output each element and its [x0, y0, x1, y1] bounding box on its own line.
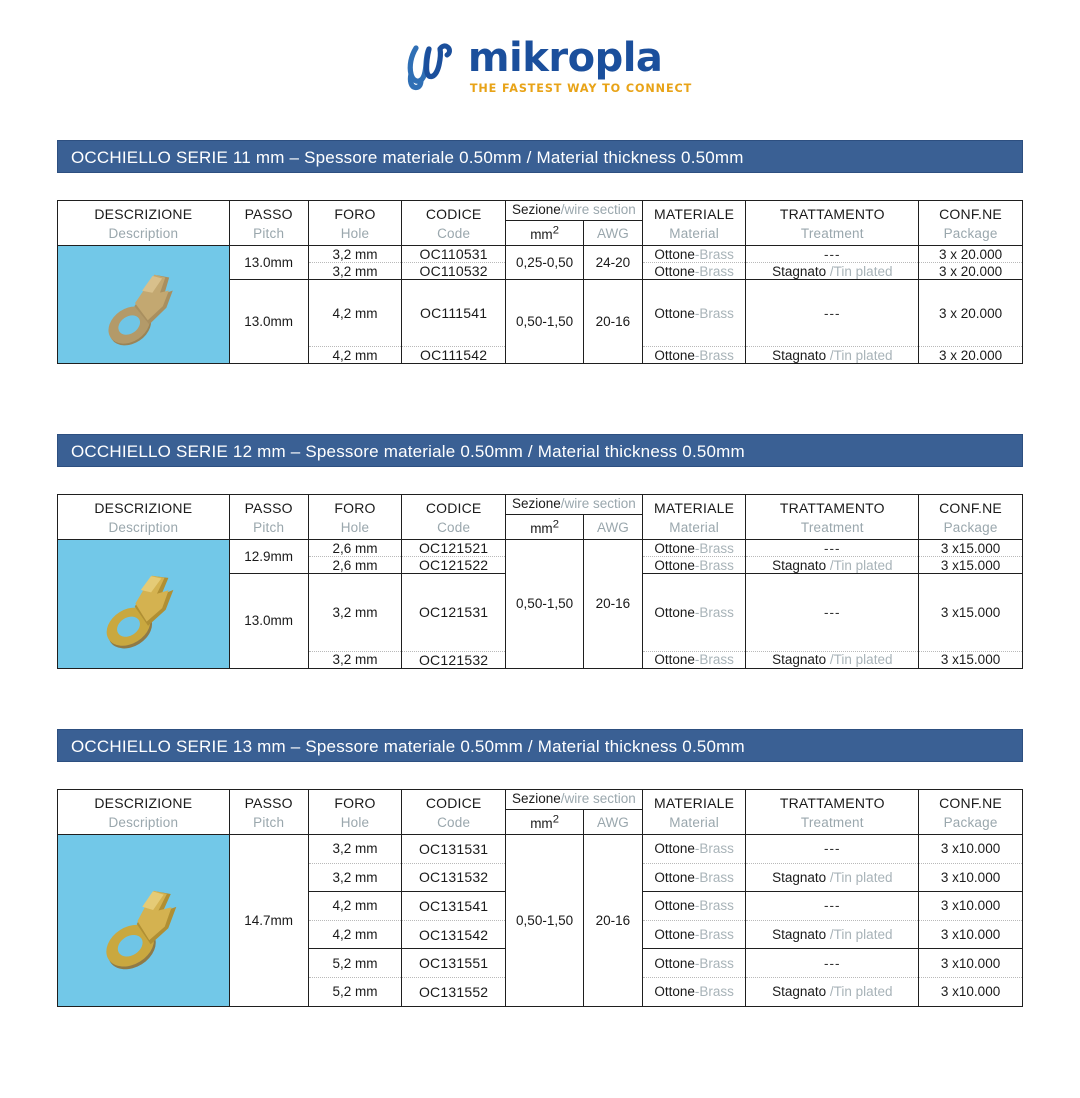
cell-sezione-mm2: 0,25-0,50 — [506, 246, 584, 280]
cell-materiale: Ottone-Brass — [642, 892, 746, 921]
cell-codice: OC110532 — [402, 263, 506, 280]
cell-materiale: Ottone-Brass — [642, 540, 746, 557]
cell-trattamento: --- — [746, 949, 919, 978]
section-title-serie-12: OCCHIELLO SERIE 12 mm – Spessore materiale 0.50mm / Material thickness 0.50mm — [57, 434, 1023, 467]
section-serie-11 — [57, 140, 1023, 364]
cell-materiale: Ottone-Brass — [642, 835, 746, 864]
cell-sezione-awg: 20-16 — [584, 540, 643, 669]
ring-terminal-13mm-photo — [58, 835, 229, 1006]
cell-foro: 2,6 mm — [308, 540, 402, 557]
col-sezione-awg: AWG — [584, 221, 643, 246]
col-trattamento: TRATTAMENTO Treatment — [746, 495, 919, 540]
cell-foro: 4,2 mm — [308, 280, 402, 347]
col-confne: CONF.NE Package — [919, 495, 1023, 540]
cell-materiale: Ottone-Brass — [642, 557, 746, 574]
col-sezione: Sezione/wire section — [506, 495, 643, 515]
col-passo: PASSO Pitch — [229, 790, 308, 835]
ring-terminal-12mm-photo — [58, 540, 229, 668]
cell-codice: OC121531 — [402, 574, 506, 652]
cell-sezione-awg: 20-16 — [584, 835, 643, 1007]
cell-trattamento: Stagnato /Tin plated — [746, 920, 919, 949]
cell-codice: OC121532 — [402, 651, 506, 668]
cell-trattamento: --- — [746, 246, 919, 263]
col-foro: FORO Hole — [308, 495, 402, 540]
cell-trattamento: Stagnato /Tin plated — [746, 977, 919, 1006]
cell-codice: OC111541 — [402, 280, 506, 347]
cell-codice: OC121522 — [402, 557, 506, 574]
col-codice: CODICE Code — [402, 495, 506, 540]
ring-terminal-11mm-photo — [58, 246, 229, 363]
col-foro: FORO Hole — [308, 790, 402, 835]
product-table-serie-12 — [57, 494, 1023, 669]
cell-trattamento: Stagnato /Tin plated — [746, 651, 919, 668]
cell-passo: 12.9mm — [229, 540, 308, 574]
col-foro: FORO Hole — [308, 201, 402, 246]
col-sezione-mm2: $mm^2$ — [506, 515, 584, 540]
cell-trattamento: --- — [746, 540, 919, 557]
col-descrizione: DESCRIZIONE Description — [58, 495, 230, 540]
cell-passo: 13.0mm — [229, 280, 308, 364]
section-title-serie-11: OCCHIELLO SERIE 11 mm – Spessore materiale 0.50mm / Material thickness 0.50mm — [57, 140, 1023, 173]
cell-foro: 3,2 mm — [308, 574, 402, 652]
cell-foro: 4,2 mm — [308, 892, 402, 921]
cell-materiale: Ottone-Brass — [642, 574, 746, 652]
cell-materiale: Ottone-Brass — [642, 280, 746, 347]
cell-confne: 3 x10.000 — [919, 892, 1023, 921]
product-photo-cell — [58, 540, 230, 669]
cell-sezione-mm2: 0,50-1,50 — [506, 280, 584, 364]
cell-foro: 3,2 mm — [308, 651, 402, 668]
col-passo: PASSO Pitch — [229, 495, 308, 540]
cell-trattamento: --- — [746, 892, 919, 921]
cell-confne: 3 x15.000 — [919, 540, 1023, 557]
cell-materiale: Ottone-Brass — [642, 246, 746, 263]
col-confne: CONF.NE Package — [919, 201, 1023, 246]
col-confne: CONF.NE Package — [919, 790, 1023, 835]
cell-materiale: Ottone-Brass — [642, 949, 746, 978]
col-sezione-mm2: $mm^2$ — [506, 221, 584, 246]
cell-confne: 3 x 20.000 — [919, 246, 1023, 263]
table-row — [58, 540, 1023, 557]
product-table-serie-11 — [57, 200, 1023, 364]
col-sezione-awg: AWG — [584, 515, 643, 540]
cell-codice: OC110531 — [402, 246, 506, 263]
cell-trattamento: --- — [746, 574, 919, 652]
cell-trattamento: --- — [746, 835, 919, 864]
brand-logo — [0, 0, 1080, 132]
cell-confne: 3 x 20.000 — [919, 280, 1023, 347]
col-materiale: MATERIALE Material — [642, 201, 746, 246]
cell-codice: OC131531 — [402, 835, 506, 864]
col-passo: PASSO Pitch — [229, 201, 308, 246]
cell-foro: 3,2 mm — [308, 263, 402, 280]
brand-name: mikropla — [467, 34, 663, 81]
cell-passo: 13.0mm — [229, 574, 308, 669]
section-serie-12 — [57, 434, 1023, 669]
cell-trattamento: Stagnato /Tin plated — [746, 263, 919, 280]
col-descrizione: DESCRIZIONE Description — [58, 201, 230, 246]
cell-materiale: Ottone-Brass — [642, 977, 746, 1006]
col-sezione-mm2: $mm^2$ — [506, 810, 584, 835]
cell-sezione-mm2: 0,50-1,50 — [506, 835, 584, 1007]
table-header-row — [58, 201, 1023, 221]
col-sezione: Sezione/wire section — [506, 790, 643, 810]
col-materiale: MATERIALE Material — [642, 790, 746, 835]
cell-foro: 5,2 mm — [308, 977, 402, 1006]
col-trattamento: TRATTAMENTO Treatment — [746, 790, 919, 835]
cell-foro: 2,6 mm — [308, 557, 402, 574]
cell-confne: 3 x10.000 — [919, 835, 1023, 864]
cell-confne: 3 x10.000 — [919, 863, 1023, 892]
cell-codice: OC131541 — [402, 892, 506, 921]
cell-passo: 14.7mm — [229, 835, 308, 1007]
col-codice: CODICE Code — [402, 790, 506, 835]
col-codice: CODICE Code — [402, 201, 506, 246]
cell-sezione-mm2: 0,50-1,50 — [506, 540, 584, 669]
cell-foro: 3,2 mm — [308, 246, 402, 263]
cell-foro: 3,2 mm — [308, 835, 402, 864]
table-row — [58, 246, 1023, 263]
product-photo-cell — [58, 246, 230, 364]
cell-confne: 3 x15.000 — [919, 574, 1023, 652]
table-header-row — [58, 790, 1023, 810]
cell-materiale: Ottone-Brass — [642, 263, 746, 280]
product-photo-cell — [58, 835, 230, 1007]
cell-codice: OC111542 — [402, 347, 506, 364]
cell-materiale: Ottone-Brass — [642, 347, 746, 364]
cell-passo: 13.0mm — [229, 246, 308, 280]
cell-trattamento: --- — [746, 280, 919, 347]
cell-foro: 5,2 mm — [308, 949, 402, 978]
cell-confne: 3 x 20.000 — [919, 263, 1023, 280]
cell-confne: 3 x10.000 — [919, 920, 1023, 949]
cell-materiale: Ottone-Brass — [642, 651, 746, 668]
section-title-serie-13: OCCHIELLO SERIE 13 mm – Spessore materiale 0.50mm / Material thickness 0.50mm — [57, 729, 1023, 762]
cell-confne: 3 x10.000 — [919, 977, 1023, 1006]
product-table-serie-13 — [57, 789, 1023, 1007]
mu-logo-icon — [402, 40, 458, 92]
table-row — [58, 835, 1023, 864]
cell-codice: OC131532 — [402, 863, 506, 892]
col-sezione-awg: AWG — [584, 810, 643, 835]
cell-codice: OC121521 — [402, 540, 506, 557]
cell-sezione-awg: 24-20 — [584, 246, 643, 280]
cell-codice: OC131542 — [402, 920, 506, 949]
cell-materiale: Ottone-Brass — [642, 920, 746, 949]
col-materiale: MATERIALE Material — [642, 495, 746, 540]
brand-tagline: THE FASTEST WAY TO CONNECT — [469, 81, 693, 95]
table-header-row — [58, 495, 1023, 515]
cell-codice: OC131551 — [402, 949, 506, 978]
cell-confne: 3 x15.000 — [919, 557, 1023, 574]
cell-trattamento: Stagnato /Tin plated — [746, 863, 919, 892]
col-trattamento: TRATTAMENTO Treatment — [746, 201, 919, 246]
cell-trattamento: Stagnato /Tin plated — [746, 347, 919, 364]
cell-confne: 3 x15.000 — [919, 651, 1023, 668]
cell-codice: OC131552 — [402, 977, 506, 1006]
cell-confne: 3 x10.000 — [919, 949, 1023, 978]
section-serie-13 — [57, 729, 1023, 1007]
col-sezione: Sezione/wire section — [506, 201, 643, 221]
cell-sezione-awg: 20-16 — [584, 280, 643, 364]
cell-foro: 4,2 mm — [308, 920, 402, 949]
col-descrizione: DESCRIZIONE Description — [58, 790, 230, 835]
cell-confne: 3 x 20.000 — [919, 347, 1023, 364]
cell-materiale: Ottone-Brass — [642, 863, 746, 892]
cell-foro: 3,2 mm — [308, 863, 402, 892]
cell-trattamento: Stagnato /Tin plated — [746, 557, 919, 574]
cell-foro: 4,2 mm — [308, 347, 402, 364]
